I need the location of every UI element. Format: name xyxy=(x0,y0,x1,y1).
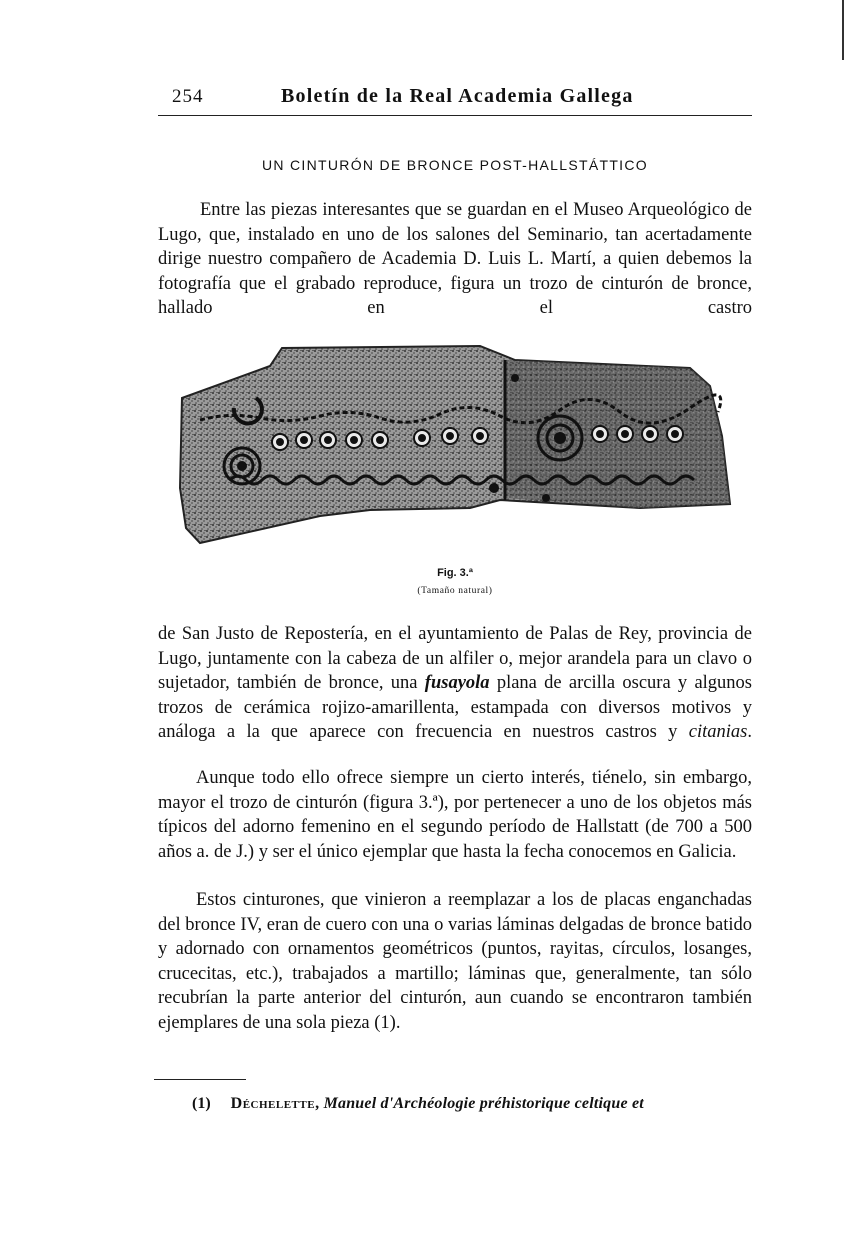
italic-term-fusayola: fusayola xyxy=(424,673,490,694)
footnote-author: Déchelette, xyxy=(230,1095,320,1112)
footnote xyxy=(192,1095,756,1113)
journal-title: Boletín de la Real Academia Gallega xyxy=(281,85,634,107)
article-title: UN CINTURÓN DE BRONCE POST-HALLSTÁTTICO xyxy=(262,157,648,173)
paragraph-1: Entre las piezas interesantes que se guardan en el Museo Arqueológico de Lugo, que, instalado en uno de los salones del Seminario, tan acertadamente dirige nuestro compañero de Academia D. Luis L. Martí, a quien debemos la fotografía que el grabado reproduce, figura un trozo de cinturón de bronce, hallado en el castro xyxy=(158,200,752,319)
figure-caption: Fig. 3.ª xyxy=(437,567,473,579)
footnote-title: Manuel d'Archéologie préhistorique celtique et xyxy=(323,1095,644,1112)
figure-subcaption: (Tamaño natural) xyxy=(417,586,493,596)
footnote-mark: (1) xyxy=(192,1095,211,1112)
paragraph-4: Estos cinturones, que vinieron a reemplazar a los de placas enganchadas del bronce IV, eran de cuero con una o varias láminas delgadas de bronce batido y adornado con ornamentos geométricos (puntos, rayitas, círculos, losanges, crucecitas, etc.), trabajados a martillo; láminas que, generalmente, tan sólo recubrían la parte anterior del cinturón, aun cuando se encontraron también ejemplares de una sola pieza (1). xyxy=(158,890,752,1033)
paragraph-3: Aunque todo ello ofrece siempre un cierto interés, tiénelo, sin embargo, mayor el trozo de cinturón (figura 3.ª), por pertenecer a uno de los objetos más típicos del adorno femenino en el segundo período de Hallstatt (de 700 a 500 años a. de J.) y ser el único ejemplar que hasta la fecha conocemos en Galicia. xyxy=(158,768,752,862)
bronze-belt-illustration xyxy=(170,338,740,550)
paragraph-2 xyxy=(158,622,752,745)
paragraph-2-text-c: . xyxy=(747,722,752,743)
header-rule xyxy=(158,115,752,116)
footnote-rule xyxy=(154,1079,246,1080)
paragraph-2-text-a: de San Justo de Repostería, en el ayuntamiento de Palas de Rey, provincia de Lugo, juntamente con la cabeza de un alfiler o, mejor arandela para un clavo o sujetador, también de bronce, una xyxy=(158,624,752,694)
paragraph-2-text-b: plana de arcilla oscura y algunos trozos de cerámica rojizo-amarillenta, estampada con diversos motivos y análoga a la que aparece con frecuencia en nuestros castros y xyxy=(158,673,753,743)
scan-edge-line xyxy=(842,0,844,60)
belt-figure xyxy=(170,338,740,550)
page-number: 254 xyxy=(172,86,204,107)
running-header xyxy=(158,84,752,114)
italic-term-citanias: citanias xyxy=(688,722,748,743)
